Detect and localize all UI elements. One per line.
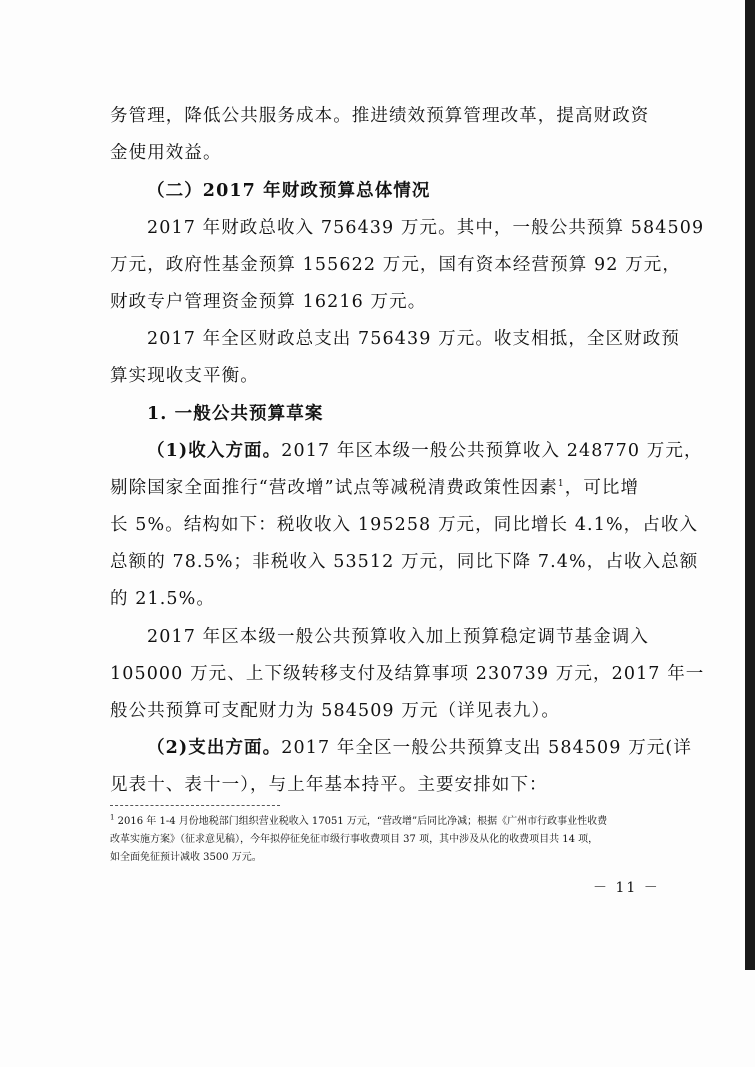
body-text: ，可比增 (564, 478, 640, 498)
body-text: 剔除国家全面推行“营改增”试点等减税清费政策性因素 (110, 478, 558, 498)
body-text: 2017 年全区一般公共预算支出 584509 万元(详 (281, 738, 692, 758)
body-line: 的 21.5%。 (110, 589, 215, 609)
body-line: 2017 年财政总收入 756439 万元。其中，一般公共预算 584509 (147, 218, 705, 238)
footnote-reference: 1 (557, 479, 565, 490)
body-line: 2017 年全区财政总支出 756439 万元。收支相抵，全区财政预 (147, 329, 680, 349)
body-line: 般公共预算可支配财力为 584509 万元（详见表九）。 (110, 701, 560, 721)
body-line (147, 439, 703, 463)
footnote-separator (110, 805, 280, 806)
revenue-heading: （1)收入方面。 (147, 441, 282, 461)
footnote-line (110, 815, 650, 829)
footnote-text: 2016 年 1-4 月份地税部门组织营业税收入 17051 万元，“营改增”后同比净减；根据《广州市行政事业性收费 (117, 816, 608, 827)
body-line: 金使用效益。 (110, 143, 222, 163)
scan-edge-shadow (745, 0, 755, 970)
body-line: 见表十、表十一），与上年基本持平。主要安排如下： (110, 775, 548, 795)
page-number: － 11 － (593, 880, 660, 896)
footnote-mark: 1 (110, 813, 115, 822)
body-line: 105000 万元、上下级转移支付及结算事项 230739 万元，2017 年一 (110, 664, 705, 684)
subsection-heading: 1. 一般公共预算草案 (147, 404, 324, 424)
body-line: 2017 年区本级一般公共预算收入加上预算稳定调节基金调入 (147, 627, 649, 647)
body-line: 务管理，降低公共服务成本。推进绩效预算管理改革，提高财政资 (110, 106, 650, 126)
body-line: 万元，政府性基金预算 155622 万元，国有资本经营预算 92 万元， (110, 255, 681, 275)
body-line: 财政专户管理资金预算 16216 万元。 (110, 292, 427, 312)
body-line: 算实现收支平衡。 (110, 366, 259, 386)
footnote-line: 改革实施方案》（征求意见稿），今年拟停征免征市级行事收费项目 37 项，其中涉及从化的收费项目共 14 项， (110, 834, 599, 845)
section-heading: （二）2017 年财政预算总体情况 (147, 181, 431, 201)
body-line (147, 736, 692, 760)
expenditure-heading: （2)支出方面。 (147, 738, 282, 758)
body-line: 长 5%。结构如下：税收收入 195258 万元，同比增长 4.1%，占收入 (110, 515, 699, 535)
body-text: 2017 年区本级一般公共预算收入 248770 万元， (281, 441, 703, 461)
footnote-line: 如全面免征预计减收 3500 万元。 (110, 852, 262, 863)
body-line: 总额的 78.5%；非税收入 53512 万元，同比下降 7.4%，占收入总额 (110, 552, 699, 572)
body-line (110, 476, 645, 500)
